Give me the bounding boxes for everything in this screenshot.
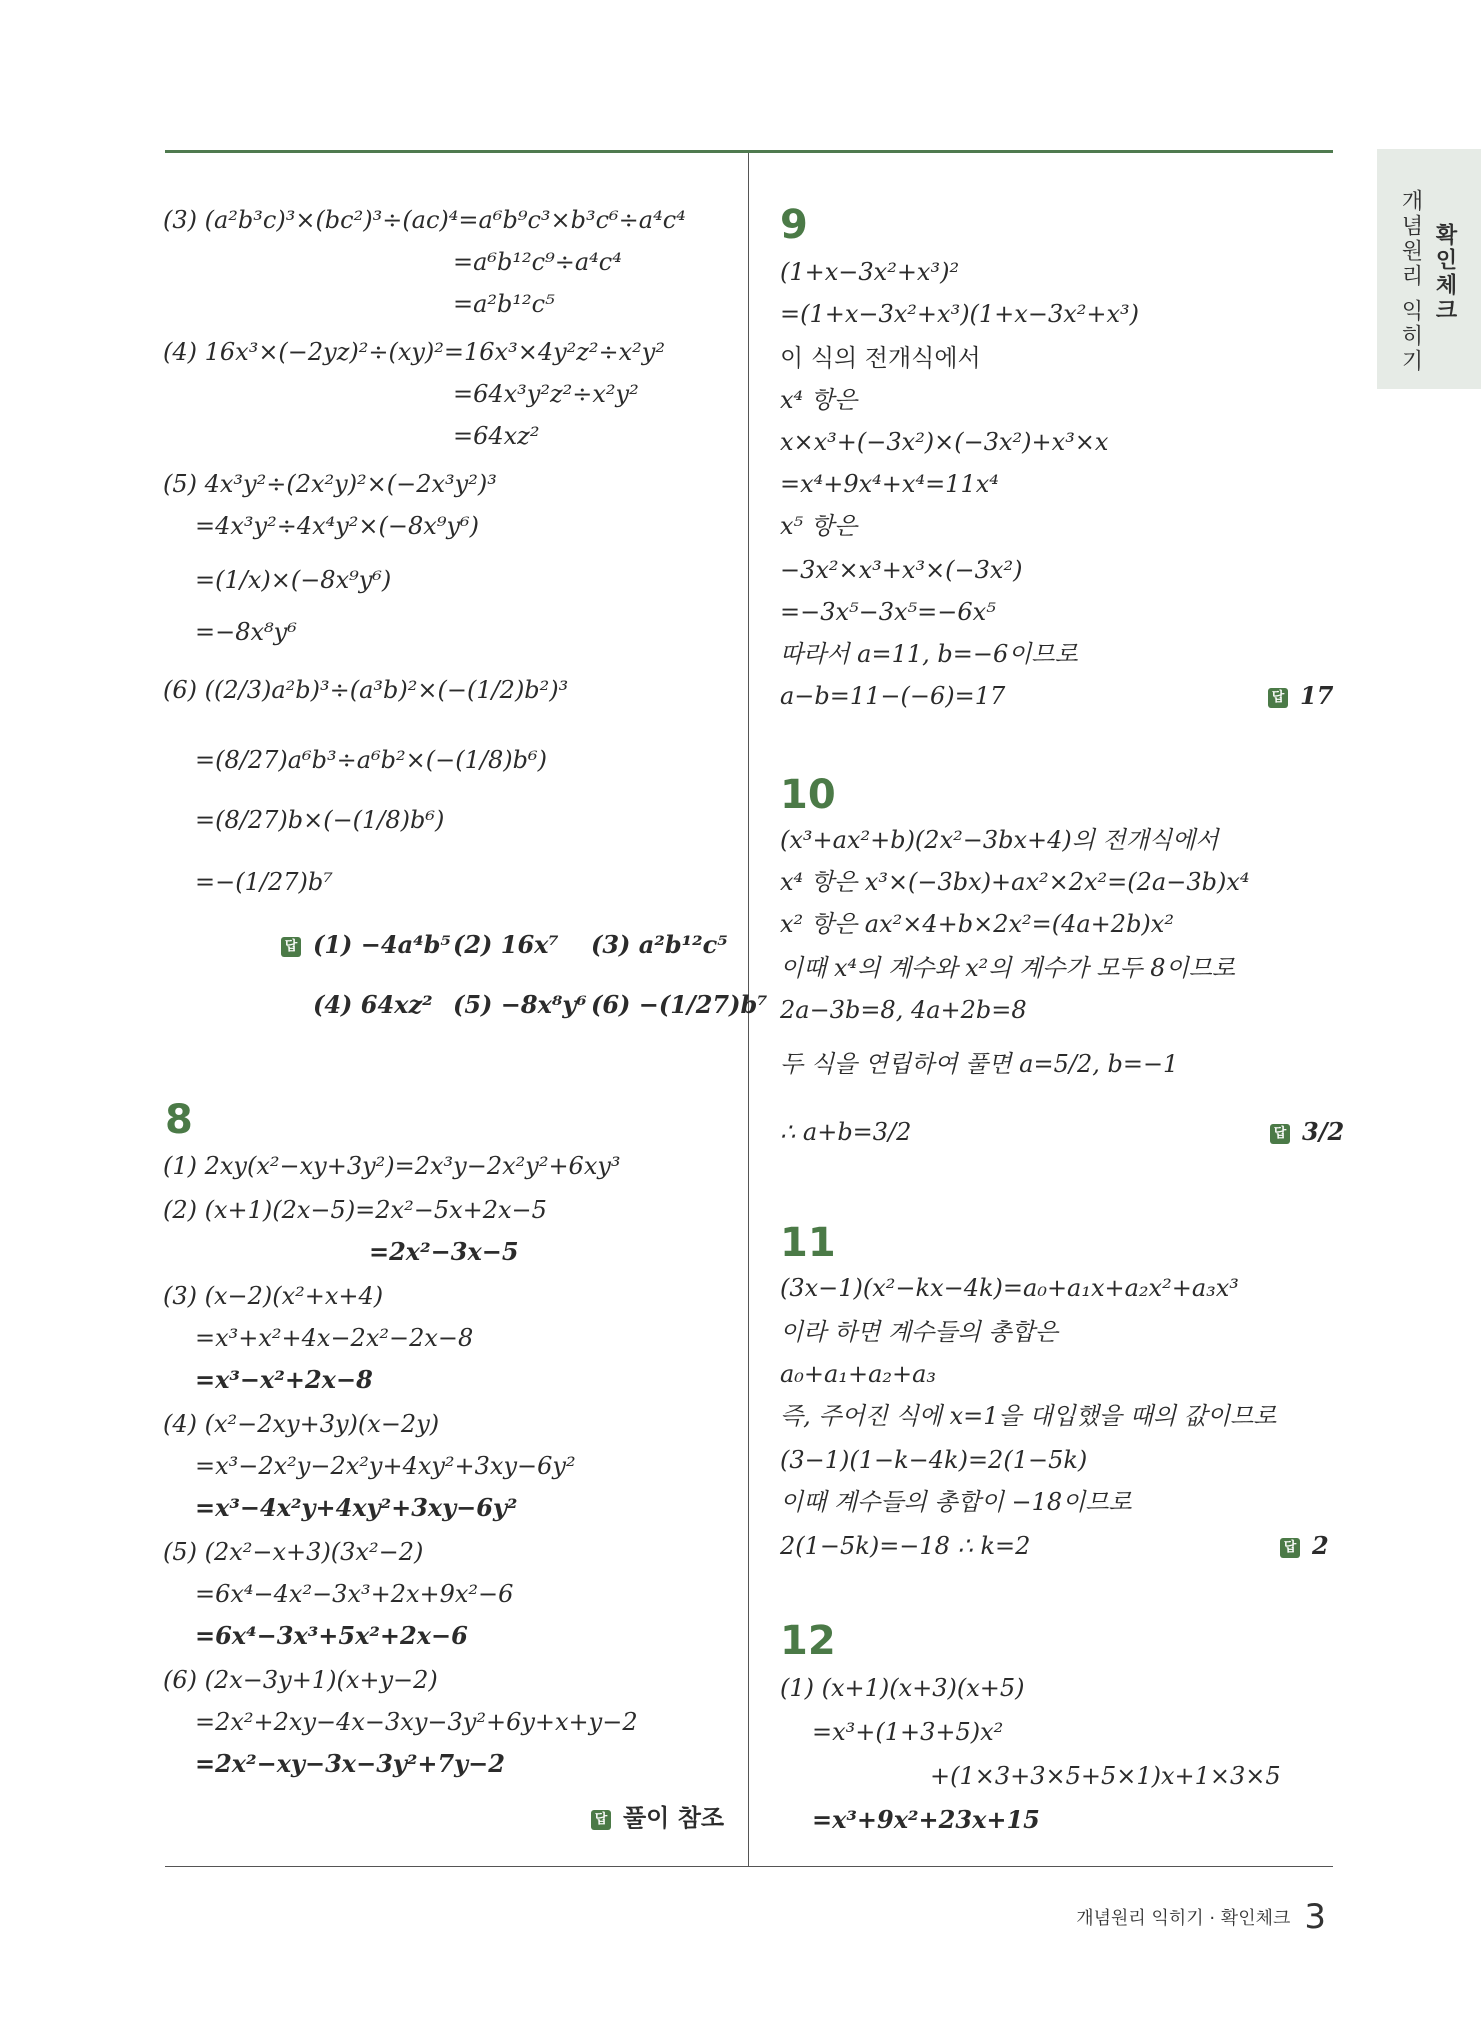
solution-line: x⁴ 항은 x³×(−3bx)+ax²×2x²=(2a−3b)x⁴	[780, 868, 1250, 896]
answer-mark-icon: 답	[281, 937, 301, 957]
solution-line: ∴ a+b=3/2	[780, 1118, 912, 1146]
answer-item: (6) −(1/27)b⁷	[591, 990, 768, 1019]
problem-number: 11	[780, 1220, 836, 1266]
solution-line: (1) 2xy(x²−xy+3y²)=2x³y−2x²y²+6xy³	[163, 1152, 621, 1180]
solution-line: a−b=11−(−6)=17	[780, 682, 1006, 710]
solution-line: (3) (a²b³c)³×(bc²)³÷(ac)⁴=a⁶b⁹c³×b³c⁶÷a⁴c⁴	[163, 206, 686, 234]
solution-line: (6) (2x−3y+1)(x+y−2)	[163, 1666, 438, 1694]
answer-row	[1270, 1117, 1344, 1147]
solution-line: x⁴ 항은	[780, 386, 858, 414]
side-tab-line1: 개념원리 익히기	[1398, 189, 1423, 374]
solution-line: 이 식의 전개식에서	[780, 344, 981, 372]
answer-mark-icon: 답	[1268, 688, 1288, 708]
solution-line: (3) (x−2)(x²+x+4)	[163, 1282, 384, 1310]
answer-item: (1) −4a⁴b⁵	[313, 930, 451, 959]
answer-item: (3) a²b¹²c⁵	[591, 930, 728, 959]
solution-line: =(8/27)a⁶b³÷a⁶b²×(−(1/8)b⁶)	[195, 746, 547, 774]
solution-line: =x³−x²+2x−8	[195, 1365, 373, 1394]
bottom-rule	[165, 1866, 1333, 1867]
solution-line: (4) (x²−2xy+3y)(x−2y)	[163, 1410, 440, 1438]
solution-line: =2x²−xy−3x−3y²+7y−2	[195, 1749, 505, 1778]
answer-mark-icon: 답	[1270, 1124, 1290, 1144]
solution-line: (2) (x+1)(2x−5)=2x²−5x+2x−5	[163, 1196, 547, 1224]
solution-line: =a²b¹²c⁵	[453, 290, 555, 318]
answer-row	[1280, 1531, 1329, 1561]
solution-line: =(1+x−3x²+x³)(1+x−3x²+x³)	[780, 300, 1139, 328]
problem-number: 8	[165, 1097, 193, 1143]
answer-row	[1268, 681, 1333, 711]
answer-item: 17	[1300, 681, 1334, 710]
problem-number: 12	[780, 1618, 836, 1664]
answer-row	[281, 930, 451, 960]
solution-line: 즉, 주어진 식에 x=1을 대입했을 때의 값이므로	[780, 1402, 1277, 1430]
solution-line: 이라 하면 계수들의 총합은	[780, 1318, 1058, 1346]
solution-line: +(1×3+3×5+5×1)x+1×3×5	[930, 1762, 1281, 1790]
solution-line: a₀+a₁+a₂+a₃	[780, 1360, 937, 1388]
solution-line: (5) 4x³y²÷(2x²y)²×(−2x³y²)³	[163, 470, 497, 498]
solution-line: =6x⁴−4x²−3x³+2x+9x²−6	[195, 1580, 514, 1608]
solution-line: =(8/27)b×(−(1/8)b⁶)	[195, 806, 445, 834]
solution-line: (4) 16x³×(−2yz)²÷(xy)²=16x³×4y²z²÷x²y²	[163, 338, 665, 366]
answer-row	[591, 1803, 724, 1833]
page-number: 3	[1304, 1897, 1326, 1937]
solution-line: (x³+ax²+b)(2x²−3bx+4)의 전개식에서	[780, 826, 1219, 854]
solution-line: =(1/x)×(−8x⁹y⁶)	[195, 566, 392, 594]
solution-line: =−8x⁸y⁶	[195, 618, 297, 646]
solution-line: =x³+9x²+23x+15	[812, 1805, 1040, 1834]
solution-line: (3x−1)(x²−kx−4k)=a₀+a₁x+a₂x²+a₃x³	[780, 1274, 1239, 1302]
solution-line: 두 식을 연립하여 풀면 a=5/2, b=−1	[780, 1050, 1179, 1078]
side-tab-line2: 확인체크	[1432, 223, 1457, 323]
solution-line: =64xz²	[453, 422, 540, 450]
solution-line: x×x³+(−3x²)×(−3x²)+x³×x	[780, 428, 1109, 456]
solution-line: (5) (2x²−x+3)(3x²−2)	[163, 1538, 424, 1566]
solution-line: =2x²−3x−5	[369, 1237, 519, 1266]
solution-line: (3−1)(1−k−4k)=2(1−5k)	[780, 1446, 1088, 1474]
answer-item: 풀이 참조	[623, 1804, 725, 1832]
answer-mark-icon: 답	[591, 1810, 611, 1830]
solution-line: =x⁴+9x⁴+x⁴=11x⁴	[780, 470, 999, 498]
solution-line: (6) ((2/3)a²b)³÷(a³b)²×(−(1/2)b²)³	[163, 676, 569, 704]
solution-line: 이때 x⁴의 계수와 x²의 계수가 모두 8이므로	[780, 954, 1236, 982]
solution-line: (1+x−3x²+x³)²	[780, 258, 960, 286]
solution-line: =x³−2x²y−2x²y+4xy²+3xy−6y²	[195, 1452, 576, 1480]
solution-line: =a⁶b¹²c⁹÷a⁴c⁴	[453, 248, 622, 276]
solution-line: −3x²×x³+x³×(−3x²)	[780, 556, 1023, 584]
solution-line: x² 항은 ax²×4+b×2x²=(4a+2b)x²	[780, 910, 1174, 938]
page-footer	[1076, 1897, 1326, 1937]
solution-line: x⁵ 항은	[780, 512, 858, 540]
footer-title: 개념원리 익히기 · 확인체크	[1076, 1908, 1291, 1929]
side-tab	[1377, 149, 1481, 389]
solution-line: =−3x⁵−3x⁵=−6x⁵	[780, 598, 996, 626]
solution-line: =x³−4x²y+4xy²+3xy−6y²	[195, 1493, 518, 1522]
solution-line: 이때 계수들의 총합이 −18이므로	[780, 1488, 1132, 1516]
answer-item: 3/2	[1302, 1117, 1345, 1146]
solution-line: =64x³y²z²÷x²y²	[453, 380, 639, 408]
solution-line: =x³+x²+4x−2x²−2x−8	[195, 1324, 474, 1352]
problem-number: 10	[780, 772, 836, 818]
solution-line: =4x³y²÷4x⁴y²×(−8x⁹y⁶)	[195, 512, 479, 540]
solution-line: 2(1−5k)=−18 ∴ k=2	[780, 1532, 1031, 1560]
solution-line: 따라서 a=11, b=−6이므로	[780, 640, 1078, 668]
solution-line: =−(1/27)b⁷	[195, 868, 333, 896]
answer-mark-icon: 답	[1280, 1538, 1300, 1558]
answer-item: (2) 16x⁷	[453, 930, 559, 959]
solution-line: 2a−3b=8, 4a+2b=8	[780, 996, 1027, 1024]
solution-line: =2x²+2xy−4x−3xy−3y²+6y+x+y−2	[195, 1708, 638, 1736]
solution-line: =x³+(1+3+5)x²	[812, 1718, 1004, 1746]
answer-item: (4) 64xz²	[313, 990, 433, 1019]
solution-line: (1) (x+1)(x+3)(x+5)	[780, 1674, 1025, 1702]
solution-line: =6x⁴−3x³+5x²+2x−6	[195, 1621, 468, 1650]
answer-item: 2	[1312, 1531, 1329, 1560]
answer-item: (5) −8x⁸y⁶	[453, 990, 587, 1019]
problem-number: 9	[780, 202, 808, 248]
top-rule	[165, 150, 1333, 153]
